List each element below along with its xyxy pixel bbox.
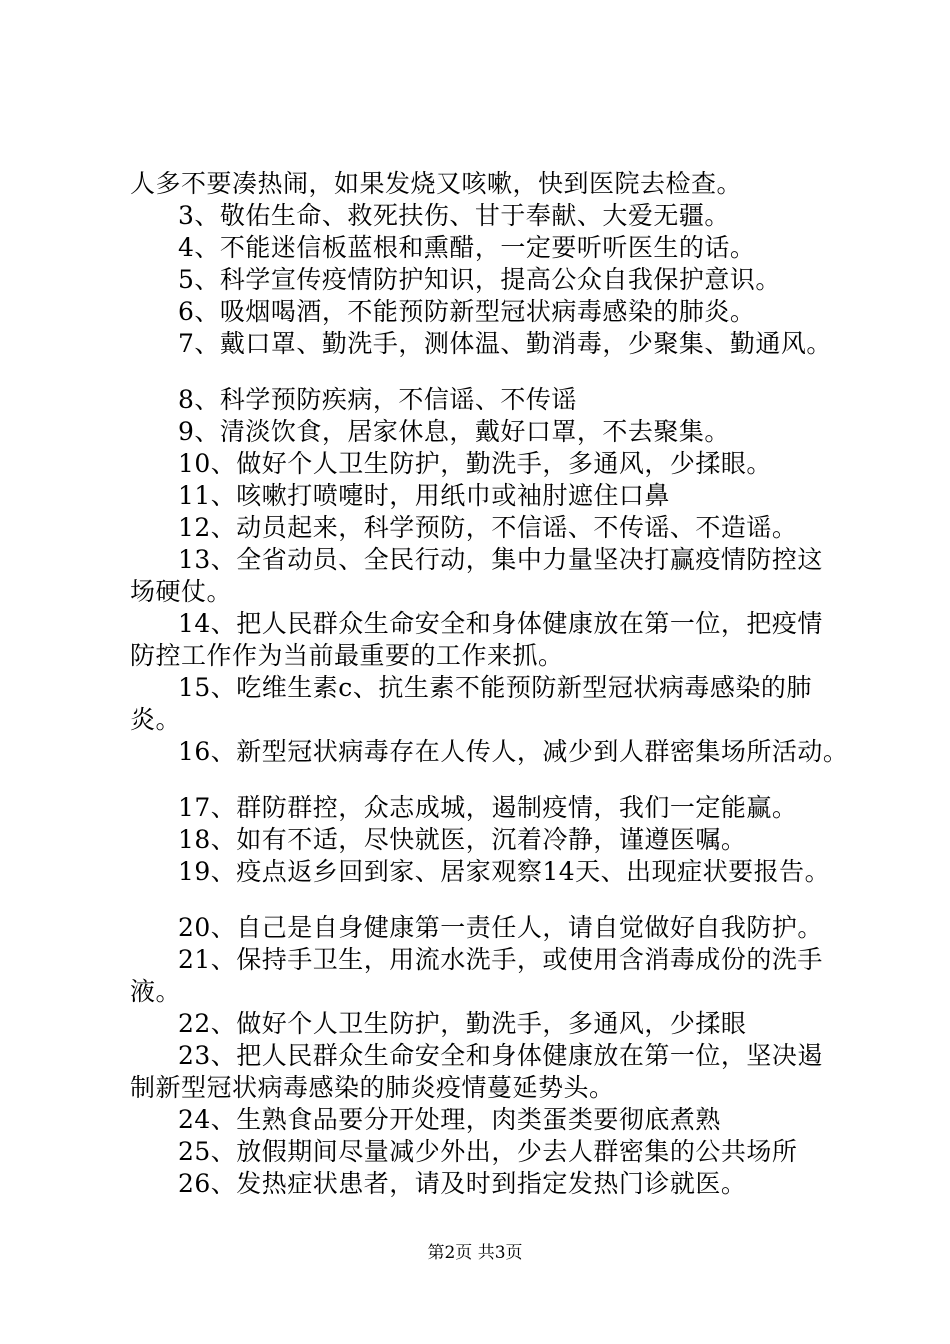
- paragraph-gap: [130, 360, 840, 384]
- list-item-19: 19、疫点返乡回到家、居家观察14天、出现症状要报告。: [178, 857, 831, 886]
- list-item-13: 13、全省动员、全民行动，集中力量坚决打赢疫情防控这: [178, 545, 823, 574]
- list-item-7: 7、戴口罩、勤洗手，测体温、勤消毒，少聚集、勤通风。: [178, 329, 832, 358]
- list-item-4: 4、不能迷信板蓝根和熏醋，一定要听听医生的话。: [178, 233, 756, 262]
- list-item-14: 14、把人民群众生命安全和身体健康放在第一位，把疫情: [178, 609, 823, 638]
- list-item-8: 8、科学预防疾病，不信谣、不传谣: [178, 385, 577, 414]
- list-item-18: 18、如有不适，尽快就医，沉着冷静，谨遵医嘱。: [178, 825, 747, 854]
- list-item-21-continued: 液。: [130, 977, 182, 1006]
- list-item-5: 5、科学宣传疫情防护知识，提高公众自我保护意识。: [178, 265, 781, 294]
- list-item-14-continued: 防控工作作为当前最重要的工作来抓。: [130, 641, 564, 670]
- document-body: [130, 168, 849, 1200]
- list-item-13-continued: 场硬仗。: [130, 577, 233, 606]
- page-number-footer: 第2页 共3页: [427, 1243, 523, 1263]
- list-item-20: 20、自己是自身健康第一责任人，请自觉做好自我防护。: [178, 913, 823, 942]
- list-item-23: 23、把人民群众生命安全和身体健康放在第一位，坚决遏: [178, 1041, 823, 1070]
- list-item-17: 17、群防群控，众志成城，遏制疫情，我们一定能赢。: [178, 793, 798, 822]
- list-item-25: 25、放假期间尽量减少外出，少去人群密集的公共场所: [178, 1137, 798, 1166]
- list-item-22: 22、做好个人卫生防护，勤洗手，多通风，少揉眼: [178, 1009, 747, 1038]
- list-item-15-continued: 炎。: [130, 705, 182, 734]
- list-item-3: 3、敬佑生命、救死扶伤、甘于奉献、大爱无疆。: [178, 201, 730, 230]
- list-item-9: 9、清淡饮食，居家休息，戴好口罩，不去聚集。: [178, 417, 730, 446]
- list-item-23-continued: 制新型冠状病毒感染的肺炎疫情蔓延势头。: [130, 1073, 615, 1102]
- list-item-24: 24、生熟食品要分开处理，肉类蛋类要彻底煮熟: [178, 1105, 721, 1134]
- list-item-12: 12、动员起来，科学预防，不信谣、不传谣、不造谣。: [178, 513, 798, 542]
- list-item-10: 10、做好个人卫生防护，勤洗手，多通风，少揉眼。: [178, 449, 772, 478]
- list-item-15: 15、吃维生素c、抗生素不能预防新型冠状病毒感染的肺: [178, 673, 812, 702]
- list-item-26: 26、发热症状患者，请及时到指定发热门诊就医。: [178, 1169, 747, 1198]
- list-item-6: 6、吸烟喝酒，不能预防新型冠状病毒感染的肺炎。: [178, 297, 756, 326]
- text-line: 人多不要凑热闹，如果发烧又咳嗽，快到医院去检查。: [130, 169, 743, 198]
- list-item-16: 16、新型冠状病毒存在人传人，减少到人群密集场所活动。: [178, 737, 849, 766]
- list-item-11: 11、咳嗽打喷嚏时，用纸巾或袖肘遮住口鼻: [178, 481, 670, 510]
- list-item-21: 21、保持手卫生，用流水洗手，或使用含消毒成份的洗手: [178, 945, 823, 974]
- paragraph-gap: [130, 768, 840, 792]
- paragraph-gap: [130, 888, 840, 912]
